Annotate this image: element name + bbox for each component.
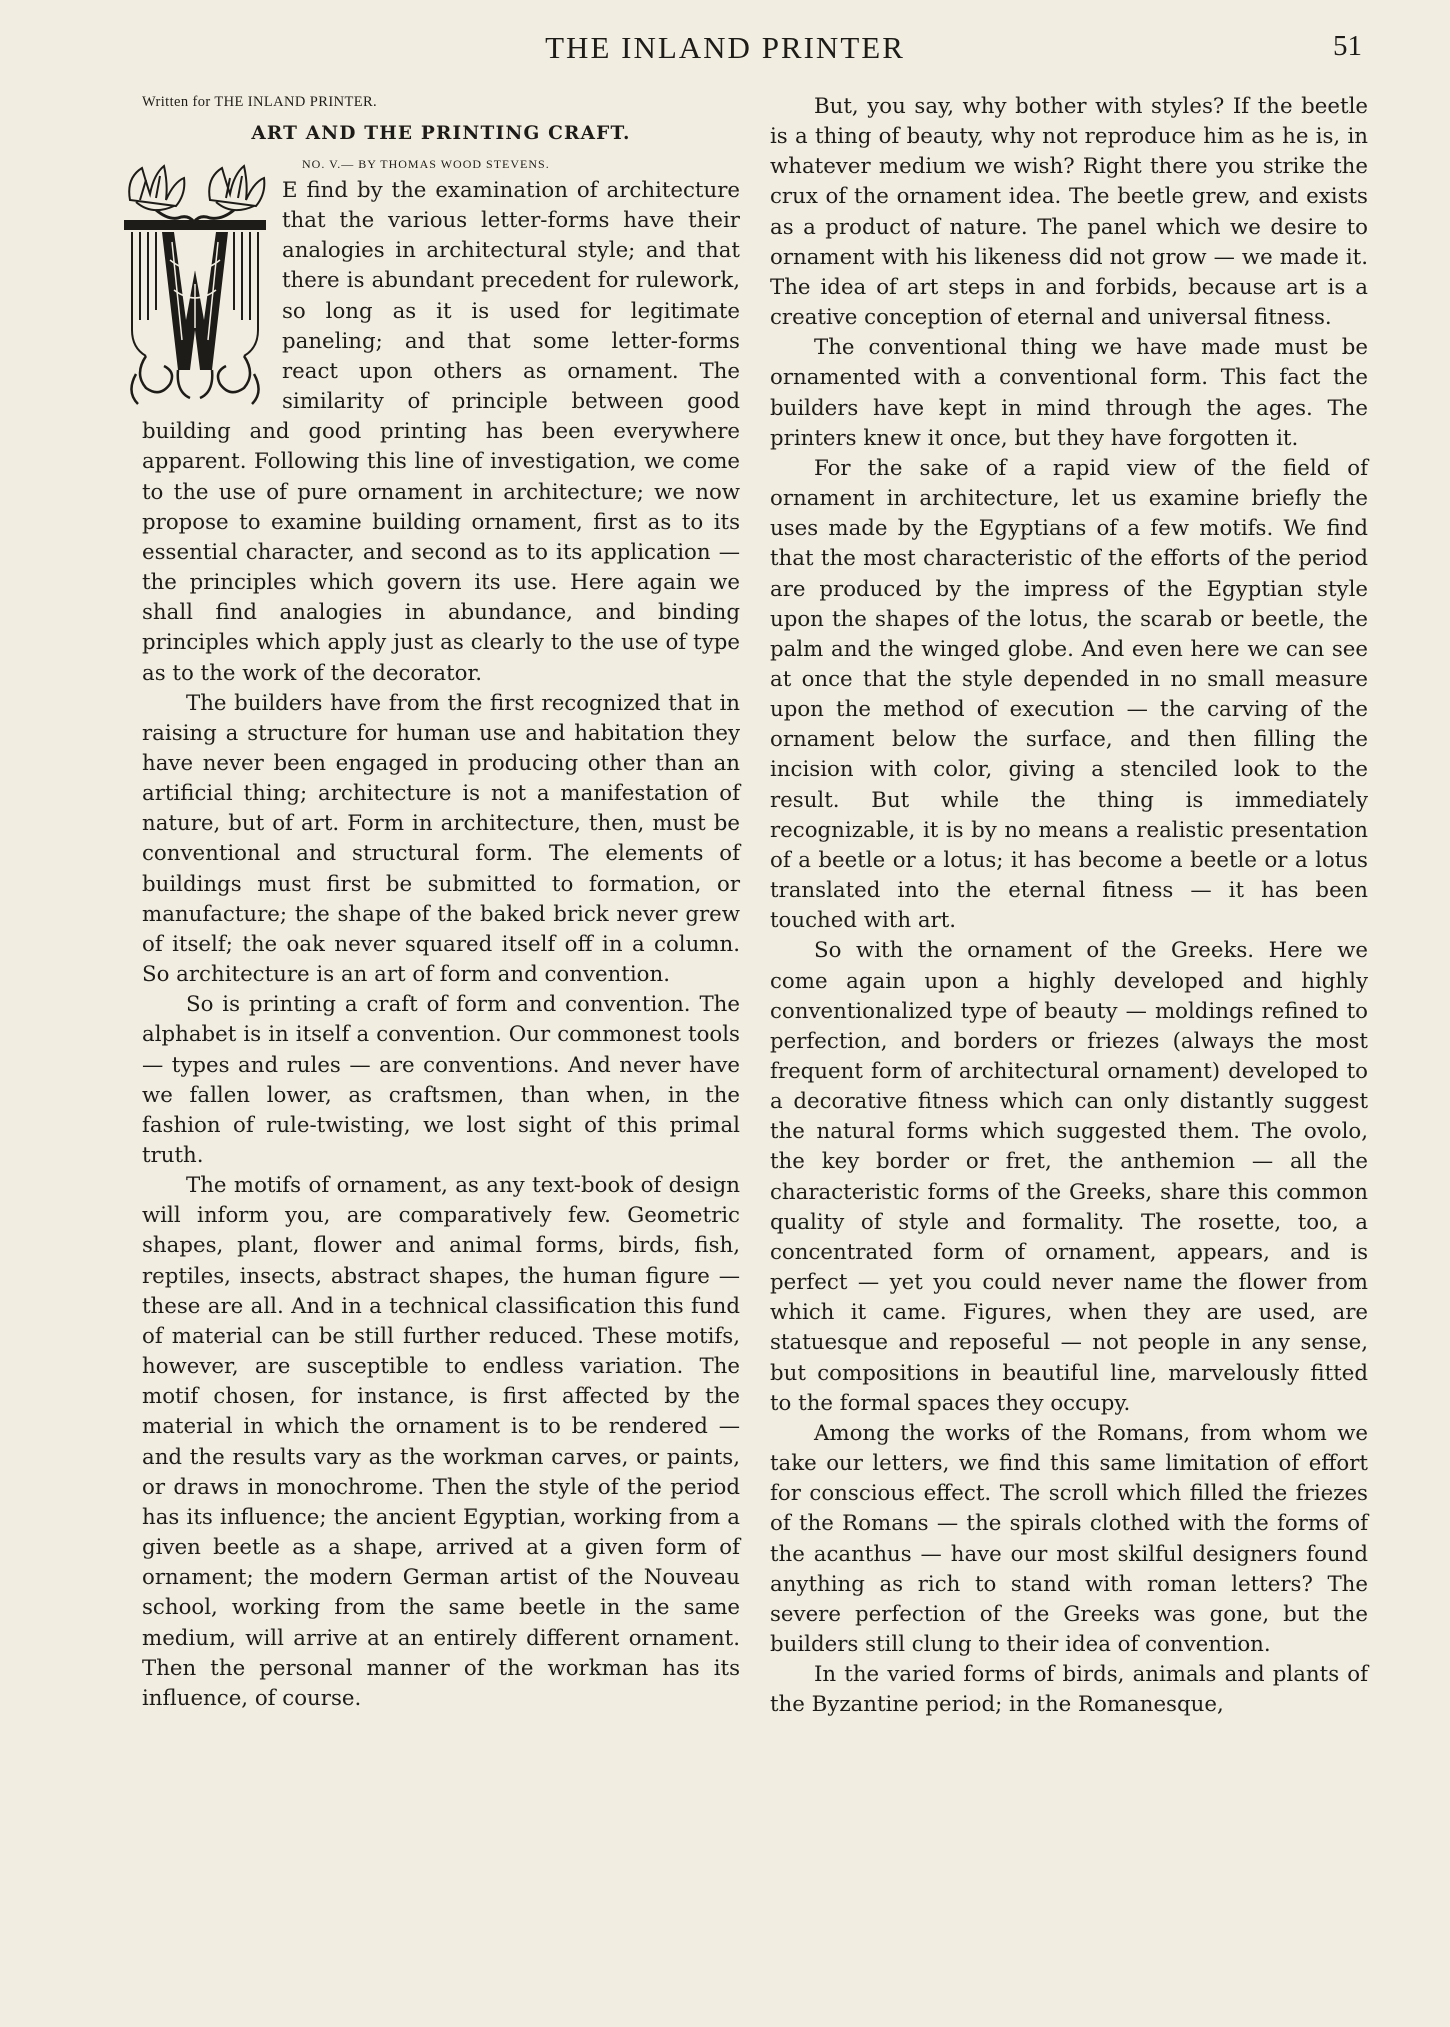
article-title: ART AND THE PRINTING CRAFT. bbox=[251, 123, 631, 144]
journal-title: THE INLAND PRINTER bbox=[545, 30, 905, 65]
article-byline: NO. V.— BY THOMAS WOOD STEVENS. bbox=[302, 157, 550, 171]
paragraph: Among the works of the Romans, from whom we take our letters, we find this same limitation of effort for conscious effect. The scroll which filled the friezes of the Romans — the spirals clothed with the forms of the acanthus — have our most skilful designers found anything as rich to stand with roman letters? The severe perfection of the Greeks was gone, but the builders still clung to their idea of convention. bbox=[770, 1420, 1368, 1657]
running-head bbox=[0, 30, 1450, 74]
left-column bbox=[142, 92, 740, 1714]
paragraph: But, you say, why bother with styles? If the beetle is a thing of beauty, why not reproduce him as he is, in whatever medium we wish? Right there you strike the crux of the ornament idea. The beetle grew, and exists as a product of nature. The panel which we desire to ornament with his likeness did not grow — we made it. The idea of art steps in and forbids, because art is a creative conception of eternal and universal fitness. bbox=[770, 94, 1368, 331]
right-column bbox=[770, 92, 1368, 1720]
paragraph: The conventional thing we have made must be ornamented with a conventional form. This fact the builders have kept in mind through the ages. The printers knew it once, but they have forgotten it. bbox=[770, 335, 1368, 451]
page-number: 51 bbox=[1333, 30, 1362, 62]
paragraph: For the sake of a rapid view of the field of ornament in architecture, let us examine briefly the uses made by the Egyptians of a few motifs. We find that the most characteristic of the efforts of the period are produced by the impress of the Egyptian style upon the shapes of the lotus, the scarab or beetle, the palm and the winged globe. And even here we can see at once that the style depended in no small measure upon the method of execution — the carving of the ornament below the surface, and then filling the incision with color, giving a stenciled look to the result. But while the thing is immediately recognizable, it is by no means a realistic presentation of a beetle or a lotus; it has become a beetle or a lotus translated into the eternal fitness — it has been touched with art. bbox=[770, 455, 1368, 934]
paragraph: E find by the examination of architecture that the various letter-forms have their analogies in architectural style; and that there is abundant precedent for rulework, so long as it is used for legitimate paneling; and that some letter-forms react upon others as ornament. The similarity of principle between good building and good printing has been everywhere apparent. Following this line of investigation, we come to the use of pure ornament in architecture; we now propose to examine building ornament, first as to its essential character, and second as to its application — the principles which govern its use. Here again we shall find analogies in abundance, and binding principles which apply just as clearly to the use of type as to the work of the decorator. bbox=[142, 178, 740, 686]
ornamental-drop-cap-w bbox=[116, 160, 274, 408]
paragraph: The motifs of ornament, as any text-book of design will inform you, are comparatively few. Geometric shapes, plant, flower and animal forms, birds, fish, reptiles, insects, abstract shapes, the human figure — these are all. And in a technical classification this fund of material can be still further reduced. These motifs, however, are susceptible to endless variation. The motif chosen, for instance, is first affected by the material in which the ornament is to be rendered — and the results vary as the workman carves, or paints, or draws in monochrome. Then the style of the period has its influence; the ancient Egyptian, working from a given beetle as a shape, arrived at a given form of ornament; the modern German artist of the Nouveau school, working from the same beetle in the same medium, will arrive at an entirely different ornament. Then the personal manner of the workman has its influence, of course. bbox=[142, 1173, 740, 1711]
paragraph: In the varied forms of birds, animals and plants of the Byzantine period; in the Romanesque, bbox=[770, 1662, 1368, 1718]
paragraph: So with the ornament of the Greeks. Here we come again upon a highly developed and highly conventionalized type of beauty — moldings refined to perfection, and borders or friezes (always the most frequent form of architectural ornament) developed to a decorative fitness which can only distantly suggest the natural forms which suggested them. The ovolo, the key border or fret, the anthemion — all the characteristic forms of the Greeks, share this common quality of style and formality. The rosette, too, a concentrated form of ornament, appears, and is perfect — yet you could never name the flower from which it came. Figures, when they are used, are statuesque and reposeful — not people in any sense, but compositions in beautiful line, marvelously fitted to the formal spaces they occupy. bbox=[770, 938, 1368, 1416]
paragraph: So is printing a craft of form and convention. The alphabet is in itself a convention. Our commonest tools — types and rules — are conventions. And never have we fallen lower, as craftsmen, than when, in the fashion of rule-twisting, we lost sight of this primal truth. bbox=[142, 992, 740, 1168]
paragraph: The builders have from the first recognized that in raising a structure for human use and habitation they have never been engaged in producing other than an artificial thing; architecture is not a manifestation of nature, but of art. Form in architecture, then, must be conventional and structural form. The elements of buildings must first be submitted to formation, or manufacture; the shape of the baked brick never grew of itself; the oak never squared itself off in a column. So architecture is an art of form and convention. bbox=[142, 690, 740, 988]
written-for-credit: Written for THE INLAND PRINTER. bbox=[142, 94, 378, 110]
